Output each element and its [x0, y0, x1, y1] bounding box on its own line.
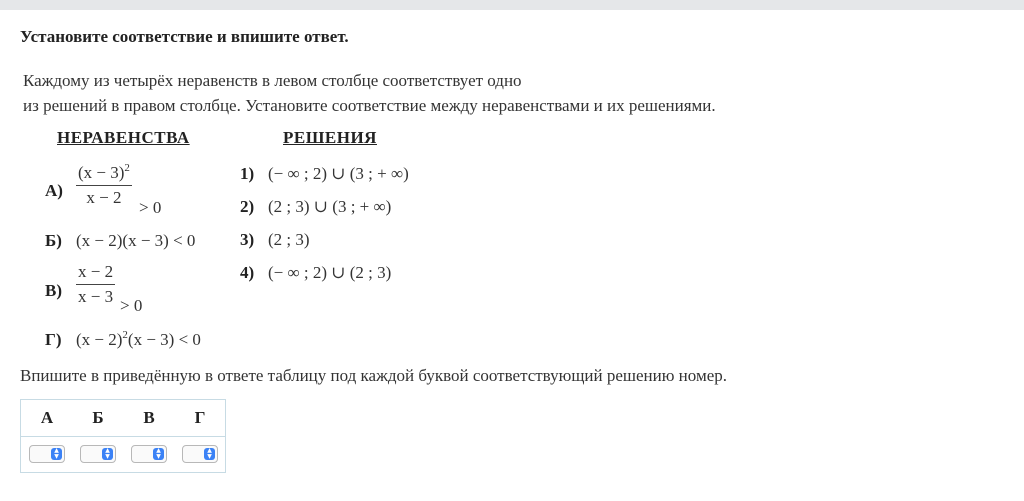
top-bar	[0, 0, 1024, 10]
solution-2-number: 2)	[240, 197, 255, 216]
answer-header-a: А	[40, 408, 54, 427]
solution-3-text: (2 ; 3)	[268, 230, 310, 249]
solution-2-text: (2 ; 3) ∪ (3 ; + ∞)	[268, 197, 392, 216]
solution-4-text: (− ∞ ; 2) ∪ (2 ; 3)	[268, 263, 392, 282]
fraction-line	[76, 284, 115, 285]
intro-line-1: Каждому из четырёх неравенств в левом столбце соответствует одно	[23, 71, 522, 90]
answer-header-v: В	[143, 408, 155, 427]
answer-table	[20, 399, 226, 473]
inequality-g-letter: Г)	[45, 330, 62, 349]
inequality-b-letter: Б)	[45, 231, 62, 250]
answer-select-g[interactable]	[182, 445, 218, 463]
fraction-line	[76, 185, 132, 186]
solution-1-number: 1)	[240, 164, 255, 183]
answer-instruction: Впишите в приведённую в ответе таблицу под каждой буквой соответствующий решению номер.	[20, 366, 728, 385]
select-stepper-icon: ▲ ▼	[204, 448, 215, 460]
inequality-a-comparison: > 0	[139, 198, 162, 217]
answer-header-b: Б	[92, 408, 104, 427]
inequality-v-numerator: x − 2	[78, 262, 114, 281]
inequality-v-denominator: x − 3	[78, 287, 114, 306]
inequality-a-letter: А)	[45, 181, 63, 200]
select-stepper-icon: ▲ ▼	[153, 448, 164, 460]
solution-3-number: 3)	[240, 230, 255, 249]
answer-select-b[interactable]	[80, 445, 116, 463]
inequality-b-expression: (x − 2)(x − 3) < 0	[76, 231, 196, 250]
solutions-header: РЕШЕНИЯ	[283, 128, 377, 147]
inequality-v-letter: В)	[45, 281, 62, 300]
select-stepper-icon: ▲ ▼	[51, 448, 62, 460]
task-description	[23, 68, 716, 118]
task-title: Установите соответствие и впишите ответ.	[20, 27, 349, 46]
inequalities-header: НЕРАВЕНСТВА	[57, 128, 190, 147]
inequality-v-fraction	[76, 262, 115, 307]
solution-4-number: 4)	[240, 263, 255, 282]
answer-select-v[interactable]	[131, 445, 167, 463]
intro-line-2: из решений в правом столбце. Установите соответствие между неравенствами и их решениями.	[23, 96, 716, 115]
answer-table-divider	[21, 436, 225, 437]
answer-select-a[interactable]	[29, 445, 65, 463]
solution-1-text: (− ∞ ; 2) ∪ (3 ; + ∞)	[268, 164, 409, 183]
select-stepper-icon: ▲ ▼	[102, 448, 113, 460]
inequality-a-fraction	[76, 163, 132, 208]
inequality-a-numerator: $(x - 3)^2$	[78, 162, 130, 182]
inequality-g-expression: $(x - 2)^2(x - 3) < 0$	[76, 329, 201, 349]
inequality-v-comparison: > 0	[120, 296, 143, 315]
answer-header-g: Г	[194, 408, 206, 427]
inequality-a-denominator: x − 2	[86, 188, 122, 207]
